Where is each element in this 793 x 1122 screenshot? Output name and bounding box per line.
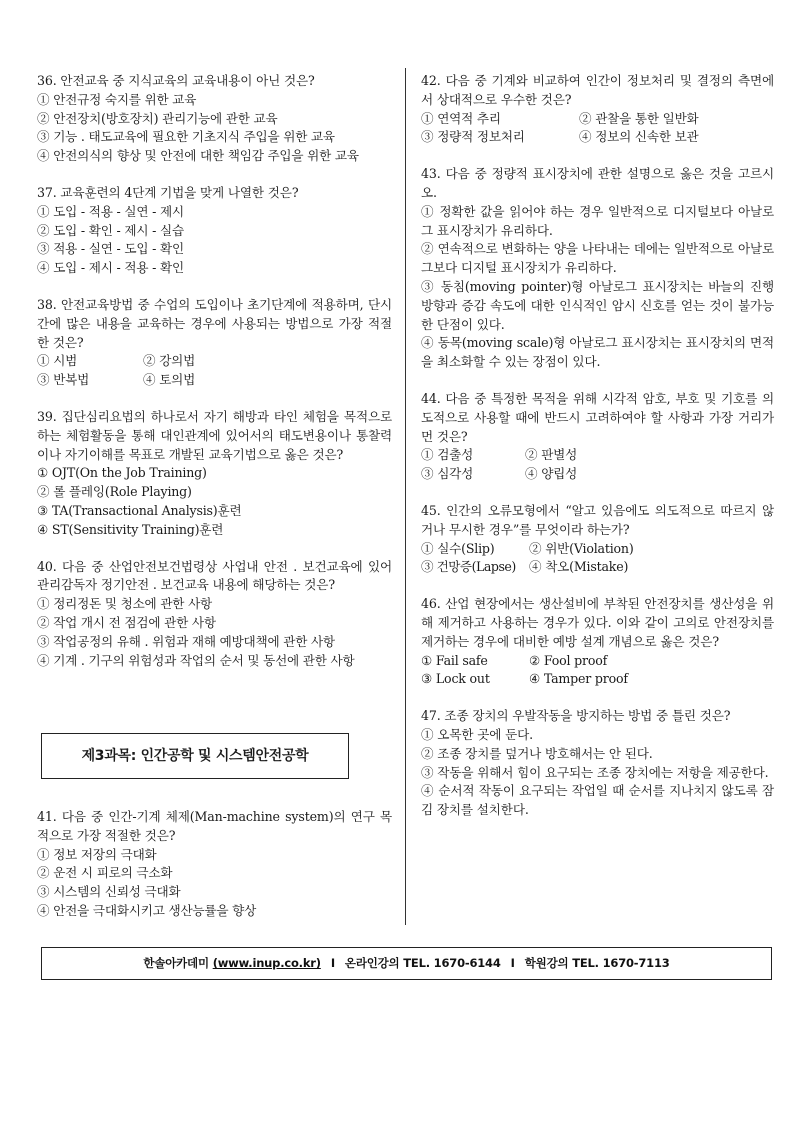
option-1: ① 정확한 값을 읽어야 하는 경우 일반적으로 디지털보다 아날로그 표시장치가 유리하다.: [421, 203, 774, 238]
option-3: ③ 건망증(Lapse): [421, 559, 516, 575]
footer-online-phone: 온라인강의 TEL. 1670-6144: [344, 956, 501, 971]
question-stem: 38. 안전교육방법 중 수업의 도입이나 초기단계에 적용하며, 단시간에 많은 내용을 교육하는 경우에 사용되는 방법으로 가장 적절한 것은?: [37, 296, 392, 350]
option-2: ② 운전 시 피로의 극소화: [37, 865, 173, 881]
option-row: [37, 352, 392, 371]
option-4: ④ 양립성: [525, 466, 578, 482]
option-row: [421, 128, 774, 147]
section-title: 제3과목: 인간공학 및 시스템안전공학: [41, 733, 349, 779]
question-stem: 39. 집단심리요법의 하나로서 자기 해방과 타인 체험을 목적으로 하는 체험활동을 통해 대인관계에 있어서의 태도변용이나 통찰력이나 자기이해를 목표로 개발된 교육기법으로 옳은 것은?: [37, 408, 392, 462]
footer-separator: I: [330, 956, 335, 971]
option-1: ① 도입 - 적용 - 실연 - 제시: [37, 203, 184, 219]
option-2: ② 롤 플레잉(Role Playing): [37, 484, 192, 500]
option-3: ③ 동침(moving pointer)형 아날로그 표시장치는 바늘의 진행 방향과 증감 속도에 대한 인식적인 암시 신호를 얻는 것이 불가능한 단점이 있다.: [421, 278, 774, 332]
option-2: ② 위반(Violation): [529, 540, 634, 556]
option-2: ② Fool proof: [529, 652, 608, 668]
option-2: ② 연속적으로 변화하는 양을 나타내는 데에는 일반적으로 아날로그보다 디지털 표시장치가 유리하다.: [421, 241, 774, 276]
option-2: ② 관찰을 통한 일반화: [579, 110, 699, 126]
option-1: ① 정보 저장의 극대화: [37, 846, 157, 862]
question-41: [37, 808, 392, 921]
option-1: ① 오목한 곳에 둔다.: [421, 726, 533, 742]
question-stem: 37. 교육훈련의 4단계 기법을 맞게 나열한 것은?: [37, 184, 299, 200]
option-3: ③ 작동을 위해서 힘이 요구되는 조종 장치에는 저항을 제공한다.: [421, 764, 769, 780]
option-4: ④ Tamper proof: [529, 671, 628, 687]
question-stem: 45. 인간의 오류모형에서 “알고 있음에도 의도적으로 따르지 않거나 무시한 경우”를 무엇이라 하는가?: [421, 502, 774, 537]
option-4: ④ 토의법: [143, 372, 196, 388]
question-36: [37, 72, 392, 166]
option-row: [37, 371, 392, 390]
option-2: ② 판별성: [525, 447, 578, 463]
option-1: ① 정리정돈 및 청소에 관한 사항: [37, 596, 212, 612]
question-47: [421, 707, 774, 820]
option-4: ④ 동목(moving scale)형 아날로그 표시장치는 표시장치의 면적을 최소화할 수 있는 장점이 있다.: [421, 335, 774, 370]
option-row: [421, 446, 774, 465]
left-column: [37, 72, 392, 670]
question-stem: 42. 다음 중 기계와 비교하여 인간이 정보처리 및 결정의 측면에서 상대적으로 우수한 것은?: [421, 73, 774, 107]
question-stem: 41. 다음 중 인간-기계 체제(Man-machine system)의 연구 목적으로 가장 적절한 것은?: [37, 809, 392, 843]
option-4: ④ 순서적 작동이 요구되는 작업일 때 순서를 지나치지 않도록 잠김 장치를 설치한다.: [421, 783, 774, 818]
question-stem: 40. 다음 중 산업안전보건법령상 사업내 안전 . 보건교육에 있어 관리감독자 정기안전 . 보건교육 내용에 해당하는 것은?: [37, 558, 392, 593]
question-stem: 44. 다음 중 특정한 목적을 위해 시각적 암호, 부호 및 기호를 의도적으로 사용할 때에 반드시 고려하여야 할 사항과 가장 거리가 먼 것은?: [421, 390, 774, 444]
option-1: ① 검출성: [421, 447, 474, 463]
option-4: ④ 정보의 신속한 보관: [579, 129, 699, 145]
question-stem: 46. 산업 현장에서는 생산설비에 부착된 안전장치를 생산성을 위해 제거하고 사용하는 경우가 있다. 이와 같이 고의로 안전장치를 제거하는 경우에 대비한 예방 설계 개념으로 옳은 것은?: [421, 596, 774, 649]
option-2: ② 조종 장치를 덮거나 방호해서는 안 된다.: [421, 745, 653, 761]
option-4: ④ 착오(Mistake): [529, 559, 629, 575]
option-row: [421, 465, 774, 484]
question-stem: 47. 조종 장치의 우발작동을 방지하는 방법 중 틀린 것은?: [421, 708, 731, 724]
question-stem: 43. 다음 중 정량적 표시장치에 관한 설명으로 옳은 것을 고르시오.: [421, 166, 774, 200]
column-divider: [405, 68, 406, 925]
option-2: ② 강의법: [143, 353, 196, 369]
option-4: ④ 도입 - 제시 - 적용 - 확인: [37, 260, 184, 276]
footer-separator: I: [510, 956, 515, 971]
footer: [41, 947, 772, 980]
option-3: ③ 기능 . 태도교육에 필요한 기초지식 주입을 위한 교육: [37, 129, 335, 145]
question-40: [37, 558, 392, 671]
right-column: [421, 72, 774, 820]
option-4: ④ ST(Sensitivity Training)훈련: [37, 521, 224, 537]
option-2: ② 도입 - 확인 - 제시 - 실습: [37, 222, 184, 238]
option-row: [421, 558, 774, 577]
question-38: [37, 296, 392, 390]
option-2: ② 안전장치(방호장치) 관리기능에 관한 교육: [37, 110, 278, 126]
option-3: ③ TA(Transactional Analysis)훈련: [37, 502, 242, 518]
option-3: ③ 적용 - 실연 - 도입 - 확인: [37, 241, 184, 257]
option-row: [421, 652, 774, 671]
question-46: [421, 595, 774, 689]
option-1: ① OJT(On the Job Training): [37, 465, 207, 481]
question-43: [421, 165, 774, 372]
left-column-lower: [37, 808, 392, 921]
option-3: ③ 시스템의 신뢰성 극대화: [37, 884, 181, 900]
option-4: ④ 안전을 극대화시키고 생산능률을 향상: [37, 902, 257, 918]
option-1: ① 실수(Slip): [421, 540, 495, 556]
option-3: ③ Lock out: [421, 671, 490, 687]
option-row: [421, 110, 774, 129]
question-39: [37, 408, 392, 540]
option-1: ① 시범: [37, 353, 78, 369]
question-42: [421, 72, 774, 147]
question-stem: 36. 안전교육 중 지식교육의 교육내용이 아닌 것은?: [37, 73, 315, 88]
option-2: ② 작업 개시 전 점검에 관한 사항: [37, 614, 216, 630]
option-3: ③ 반복법: [37, 372, 90, 388]
option-3: ③ 심각성: [421, 466, 474, 482]
option-row: [421, 670, 774, 689]
option-1: ① Fail safe: [421, 652, 488, 668]
option-4: ④ 안전의식의 향상 및 안전에 대한 책임감 주입을 위한 교육: [37, 148, 359, 164]
question-37: [37, 184, 392, 278]
question-45: [421, 502, 774, 577]
footer-offline-phone: 학원강의 TEL. 1670-7113: [524, 956, 670, 971]
option-1: ① 연역적 추리: [421, 110, 501, 126]
footer-url-link[interactable]: (www.inup.co.kr): [212, 956, 321, 971]
option-row: [421, 540, 774, 559]
option-4: ④ 기계 . 기구의 위험성과 작업의 순서 및 동선에 관한 사항: [37, 652, 355, 668]
option-3: ③ 작업공정의 유해 . 위험과 재해 예방대책에 관한 사항: [37, 633, 335, 649]
option-1: ① 안전규정 숙지를 위한 교육: [37, 91, 197, 107]
question-44: [421, 390, 774, 484]
footer-academy: 한솔아카데미: [143, 956, 209, 971]
option-3: ③ 정량적 정보처리: [421, 129, 525, 145]
